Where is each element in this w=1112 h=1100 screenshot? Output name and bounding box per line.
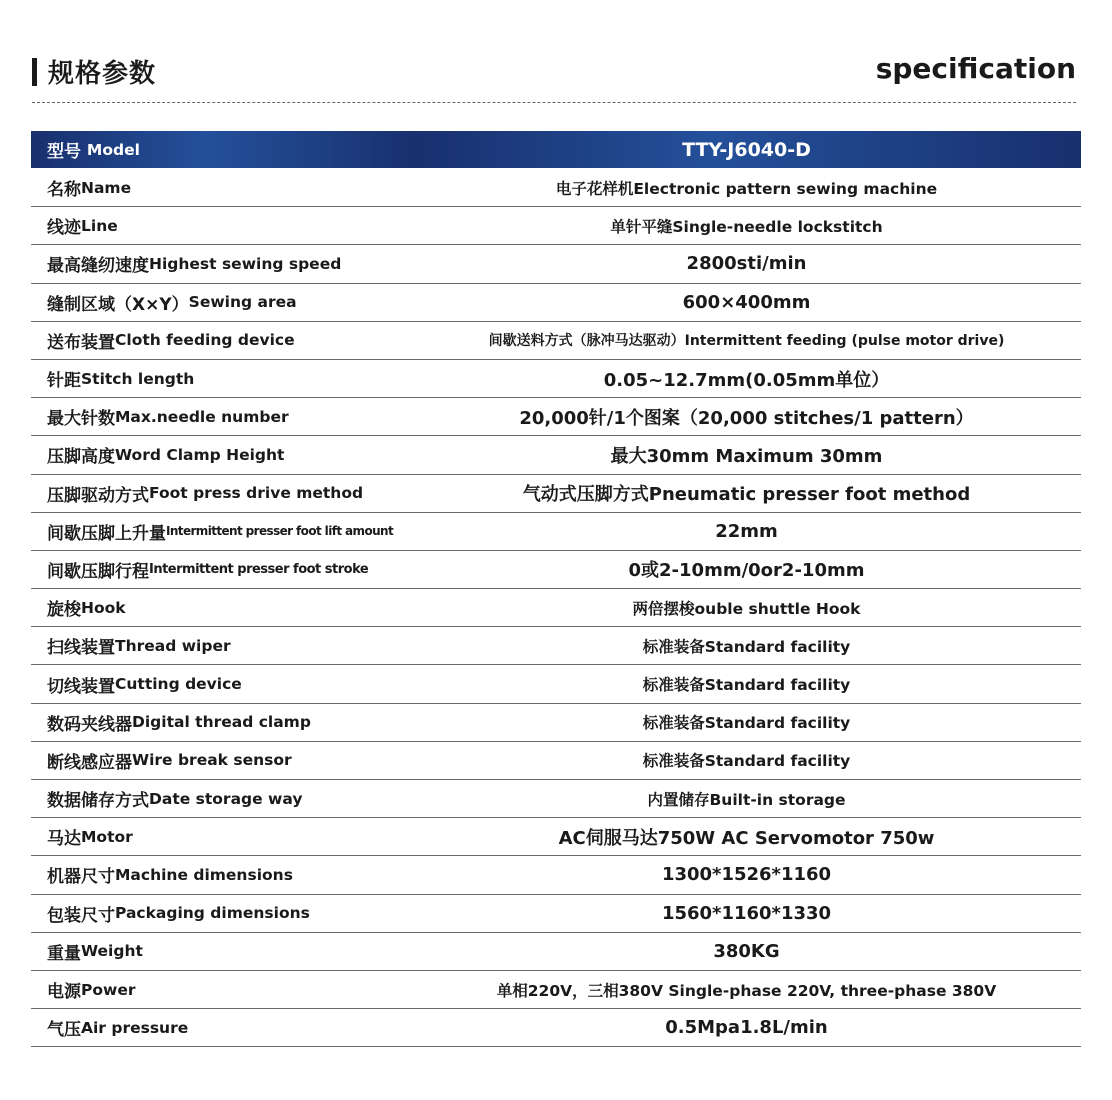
table-row [31,971,1081,1009]
row-label-cn: 压脚驱动方式 [47,485,149,506]
row-value: 单针平缝Single-needle lockstitch [412,207,1081,245]
table-row [31,475,1081,513]
row-label-cn: 送布装置 [47,332,115,353]
table-header-row [31,131,1081,168]
row-value: AC伺服马达750W AC Servomotor 750w [412,818,1081,856]
row-label-cn: 缝制区域（X×Y） [47,294,189,315]
table-row [31,1009,1081,1047]
row-label-cn: 切线装置 [47,676,115,697]
row-label [31,1009,418,1047]
row-label-en: Digital thread clamp [132,713,311,732]
row-value: 600×400mm [412,284,1081,322]
page-title-en: specification [875,52,1076,85]
row-label-cn: 名称 [47,180,81,201]
table-row [31,704,1081,742]
row-label-en: Weight [81,942,143,961]
row-label-en: Max.needle number [115,407,289,426]
row-label-en: Sewing area [188,293,297,312]
table-row [31,627,1081,665]
row-value: 标准装备Standard facility [412,704,1081,742]
row-label [31,207,418,245]
row-label-en: Packaging dimensions [115,904,310,923]
row-label [31,475,418,513]
row-label [31,704,418,742]
table-row [31,933,1081,971]
spec-table [31,131,1081,1047]
row-label-en: Cloth feeding device [115,331,295,350]
row-value: 气动式压脚方式Pneumatic presser foot method [412,475,1081,513]
row-label-en: Hook [81,598,126,617]
row-value: 电子花样机Electronic pattern sewing machine [412,169,1081,207]
row-label [31,322,418,360]
row-label [31,169,418,207]
row-value: 间歇送料方式（脉冲马达驱动）Intermittent feeding (pulse motor drive) [412,322,1081,360]
table-row [31,360,1081,398]
row-label [31,742,418,780]
table-row [31,322,1081,360]
table-row [31,436,1081,474]
row-value: 单相220V，三相380V Single-phase 220V, three-phase 380V [412,971,1081,1009]
table-row [31,589,1081,627]
table-row [31,245,1081,283]
row-label-en: Intermittent presser foot lift amount [166,524,394,539]
row-label-cn: 压脚高度 [47,447,115,468]
row-label-en: Wire break sensor [132,751,292,770]
row-value: 内置储存Built-in storage [412,780,1081,818]
row-label-cn: 气压 [47,1020,81,1041]
row-label [31,856,418,894]
model-label-en: Model [86,140,140,159]
row-value: 标准装备Standard facility [412,742,1081,780]
row-label [31,360,418,398]
row-value: 20,000针/1个图案（20,000 stitches/1 pattern） [412,398,1081,436]
row-value: 22mm [412,513,1081,551]
model-label [31,131,418,168]
row-label-cn: 数码夹线器 [47,714,132,735]
row-label-en: Air pressure [81,1018,189,1037]
row-label [31,818,418,856]
row-label-en: Motor [81,827,133,846]
row-label-cn: 数据储存方式 [47,791,149,812]
row-value: 标准装备Standard facility [412,665,1081,703]
row-label [31,933,418,971]
row-label [31,436,418,474]
table-row [31,169,1081,207]
table-row [31,398,1081,436]
row-label-en: Machine dimensions [115,865,293,884]
row-label [31,589,418,627]
row-value: 0.5Mpa1.8L/min [412,1009,1081,1047]
table-row [31,284,1081,322]
model-value: TTY-J6040-D [412,131,1081,168]
table-row [31,742,1081,780]
row-value: 标准装备Standard facility [412,627,1081,665]
row-value: 0或2-10mm/0or2-10mm [412,551,1081,589]
row-label-en: Thread wiper [115,636,231,655]
table-row [31,551,1081,589]
row-value: 0.05~12.7mm(0.05mm单位） [412,360,1081,398]
row-label-en: Line [81,216,118,235]
row-value: 1560*1160*1330 [412,895,1081,933]
row-label [31,245,418,283]
table-row [31,895,1081,933]
table-row [31,818,1081,856]
row-label [31,551,418,589]
row-value: 380KG [412,933,1081,971]
row-label-en: Highest sewing speed [149,254,342,273]
row-label-cn: 马达 [47,829,81,850]
page-title-cn: 规格参数 [48,59,157,89]
row-value: 两倍摆梭ouble shuttle Hook [412,589,1081,627]
row-label-cn: 针距 [47,371,81,392]
row-label-en: Foot press drive method [149,484,364,503]
row-label-en: Power [81,980,136,999]
row-label-cn: 最高缝纫速度 [47,256,149,277]
row-label-cn: 线迹 [47,218,81,239]
row-label [31,513,418,551]
row-value: 最大30mm Maximum 30mm [412,436,1081,474]
row-label-en: Word Clamp Height [115,445,285,464]
row-label-cn: 间歇压脚行程 [47,561,149,582]
table-row [31,207,1081,245]
row-label [31,971,418,1009]
row-label-cn: 包装尺寸 [47,905,115,926]
row-value: 1300*1526*1160 [412,856,1081,894]
table-row [31,665,1081,703]
row-label-en: Stitch length [81,369,195,388]
row-label-en: Date storage way [149,789,303,808]
row-label-cn: 机器尺寸 [47,867,115,888]
table-row [31,513,1081,551]
model-label-cn: 型号 [47,142,81,162]
row-label [31,895,418,933]
row-value: 2800sti/min [412,245,1081,283]
row-label-cn: 间歇压脚上升量 [47,523,166,544]
row-label [31,398,418,436]
row-label-cn: 扫线装置 [47,638,115,659]
row-label-cn: 电源 [47,982,81,1003]
row-label-en: Name [81,178,132,197]
row-label [31,627,418,665]
table-row [31,856,1081,894]
row-label-cn: 重量 [47,943,81,964]
row-label [31,284,418,322]
header-accent-bar [32,58,37,86]
row-label [31,780,418,818]
row-label-en: Cutting device [115,675,242,694]
row-label-cn: 断线感应器 [47,752,132,773]
row-label [31,665,418,703]
row-label-en: Intermittent presser foot stroke [149,561,369,577]
row-label-cn: 最大针数 [47,409,115,430]
row-label-cn: 旋梭 [47,600,81,621]
dashed-divider [32,102,1076,103]
table-row [31,780,1081,818]
